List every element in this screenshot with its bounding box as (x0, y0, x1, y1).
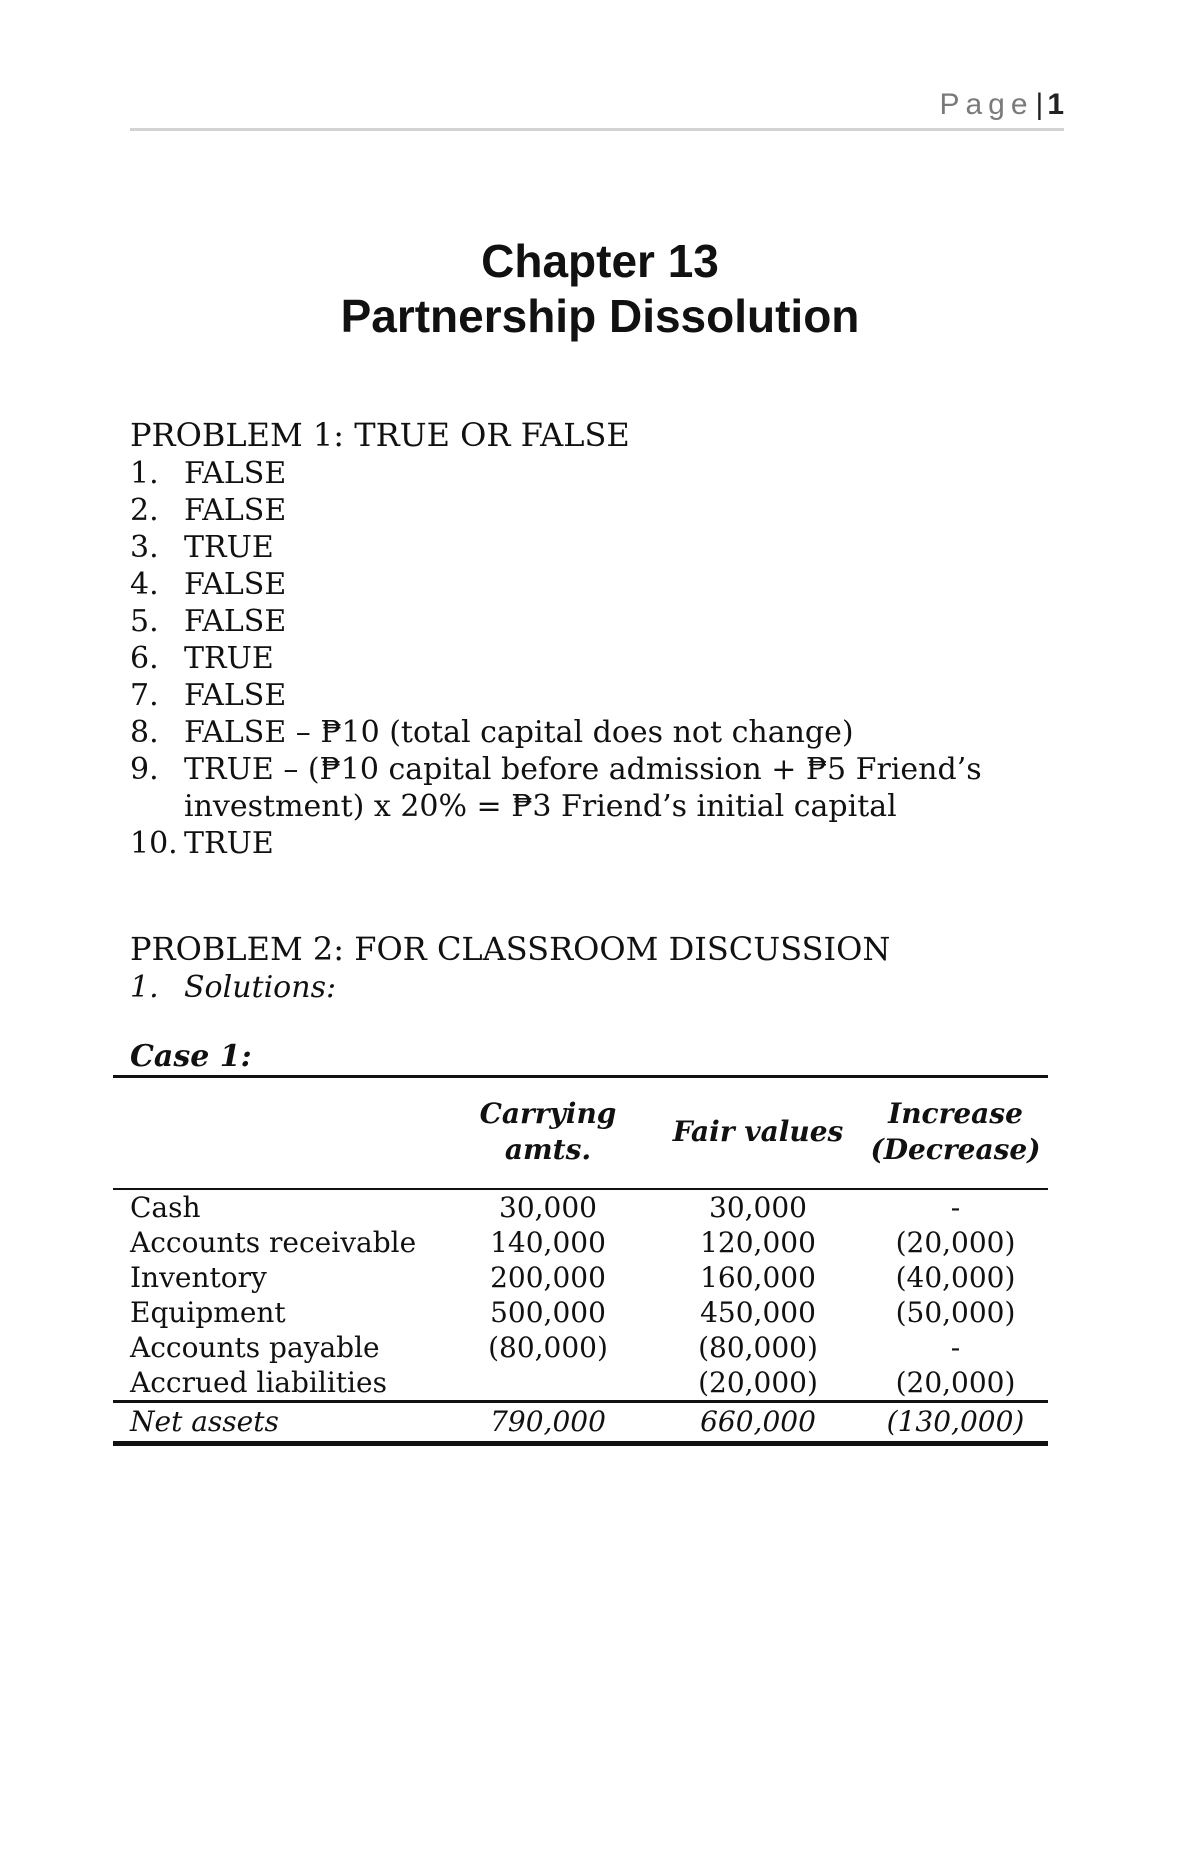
header-fair-values: Fair values (653, 1077, 863, 1190)
list-item (130, 529, 1060, 566)
item-answer: TRUE – (₱10 capital before admission + ₱5 Friend’s investment) x 20% = ₱3 Friend’s initial capital (184, 752, 982, 824)
chapter-title: Chapter 13 (481, 235, 719, 287)
table-row (113, 1330, 1048, 1365)
page-separator: | (1035, 88, 1044, 121)
item-answer: TRUE (184, 530, 274, 565)
list-item (130, 677, 1060, 714)
item-answer: TRUE (184, 641, 274, 676)
change-value: - (950, 1191, 961, 1224)
table-row (113, 1365, 1048, 1402)
fair-value: 160,000 (700, 1261, 816, 1294)
problem2-heading: PROBLEM 2: FOR CLASSROOM DISCUSSION (130, 930, 891, 968)
carrying-value: (80,000) (488, 1331, 608, 1364)
carrying-value: 500,000 (490, 1296, 606, 1329)
carrying-value (443, 1365, 653, 1402)
item-answer: FALSE (184, 567, 287, 602)
solutions-line (130, 969, 336, 1006)
row-label: Cash (130, 1191, 201, 1224)
page-number: 1 (1047, 88, 1064, 121)
row-label: Equipment (130, 1296, 286, 1329)
table-row (113, 1189, 1048, 1225)
total-label: Net assets (113, 1402, 443, 1444)
net-assets-table (113, 1075, 1048, 1446)
fair-value: 450,000 (700, 1296, 816, 1329)
fair-value: (80,000) (698, 1331, 818, 1364)
carrying-value: 200,000 (490, 1261, 606, 1294)
total-fair: 660,000 (653, 1402, 863, 1444)
item-number: 4. (130, 567, 159, 602)
table-row (113, 1260, 1048, 1295)
fair-value: (20,000) (698, 1366, 818, 1399)
list-item (130, 640, 1060, 677)
item-number: 10. (130, 826, 178, 861)
item-number: 6. (130, 641, 159, 676)
change-value: (50,000) (895, 1296, 1016, 1329)
list-item (130, 455, 1060, 492)
item-answer: FALSE (184, 604, 287, 639)
table-row (113, 1225, 1048, 1260)
item-number: 3. (130, 530, 159, 565)
carrying-value: 140,000 (490, 1226, 606, 1259)
list-item (130, 603, 1060, 640)
change-value: (20,000) (895, 1366, 1016, 1399)
change-value: (20,000) (895, 1226, 1016, 1259)
row-label: Accounts payable (130, 1331, 380, 1364)
list-item (130, 492, 1060, 529)
solutions-label: Solutions: (184, 970, 337, 1005)
true-false-answer-list (130, 455, 1060, 862)
row-label: Accrued liabilities (130, 1366, 387, 1399)
item-number: 1. (130, 456, 159, 491)
list-item (130, 714, 1060, 751)
case-title: Case 1: (130, 1039, 252, 1074)
change-value: (40,000) (895, 1261, 1016, 1294)
table-row (113, 1295, 1048, 1330)
row-label: Inventory (130, 1261, 267, 1294)
item-number: 7. (130, 678, 159, 713)
chapter-subtitle: Partnership Dissolution (340, 290, 860, 342)
carrying-value: 30,000 (499, 1191, 597, 1224)
item-number: 5. (130, 604, 159, 639)
item-answer: FALSE (184, 456, 287, 491)
list-item (130, 751, 1060, 825)
change-value: - (950, 1331, 961, 1364)
list-item (130, 566, 1060, 603)
solutions-number: 1. (130, 970, 159, 1005)
item-number: 9. (130, 752, 159, 787)
item-answer: TRUE (184, 826, 274, 861)
table-header-row (113, 1077, 1048, 1190)
item-number: 2. (130, 493, 159, 528)
page-number-label (939, 88, 1064, 122)
item-answer: FALSE (184, 493, 287, 528)
row-label: Accounts receivable (130, 1226, 417, 1259)
header-blank (113, 1077, 443, 1190)
header-carrying-amounts: Carrying amts. (443, 1077, 653, 1190)
item-answer: FALSE (184, 678, 287, 713)
page-word: Page (939, 88, 1034, 121)
problem1-heading: PROBLEM 1: TRUE OR FALSE (130, 416, 630, 454)
page-header (130, 82, 1064, 131)
fair-value: 120,000 (700, 1226, 816, 1259)
header-increase-decrease: Increase (Decrease) (863, 1077, 1048, 1190)
fair-value: 30,000 (709, 1191, 807, 1224)
total-carrying: 790,000 (443, 1402, 653, 1444)
table-total-row (113, 1402, 1048, 1444)
list-item (130, 825, 1060, 862)
item-number: 8. (130, 715, 159, 750)
item-answer: FALSE – ₱10 (total capital does not change) (184, 715, 854, 750)
total-change: (130,000) (863, 1402, 1048, 1444)
